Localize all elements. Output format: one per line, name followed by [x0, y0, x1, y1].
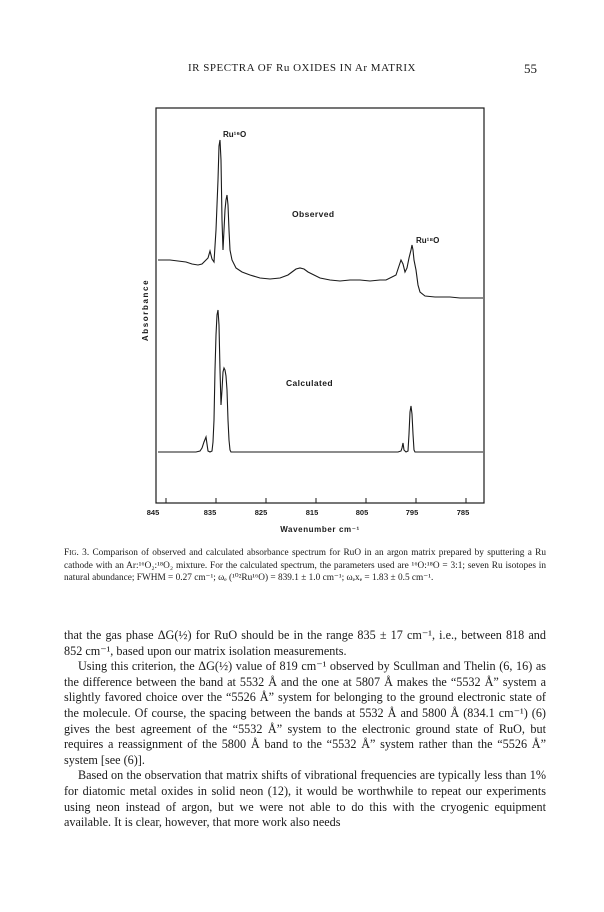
x-tick-label: 785 — [456, 508, 470, 517]
figure — [120, 100, 510, 540]
running-head: IR SPECTRA OF Ru OXIDES IN Ar MATRIX — [188, 62, 416, 74]
observed-spectrum-line — [158, 140, 483, 298]
x-tick-label: 845 — [146, 508, 160, 517]
paragraph: that the gas phase ΔG(½) for RuO should be in the range 835 ± 17 cm⁻¹, i.e., between 818 and 852 cm⁻¹, based upon our matrix isolation measurements. — [64, 628, 546, 658]
paragraph: Using this criterion, the ΔG(½) value of 819 cm⁻¹ observed by Scullman and Thelin (6, 16) as the difference between the band at 5532 Å and the one at 5807 Å makes the “5532 Å” system a slightly favored choice over the “5526 Å” system for belonging to the ground electronic state of the molecule. Of course, the spacing between the bands at 5532 Å and 5800 Å (834.1 cm⁻¹) (6) gives the best agreement of the “5532 Å” system to the electronic ground state of RuO, but requires a reassignment of the 5800 Å band to the “5532 Å” system rather than the “5526 Å” system [see (6)]. — [64, 659, 546, 767]
page-number: 55 — [524, 61, 537, 76]
body-text — [64, 628, 546, 831]
x-tick-label: 795 — [405, 508, 419, 517]
page-header — [0, 62, 604, 82]
x-axis-ticks — [166, 498, 466, 503]
x-tick-label: 835 — [203, 508, 217, 517]
x-axis-label: Wavenumber cm⁻¹ — [280, 525, 360, 534]
x-tick-label: 815 — [305, 508, 319, 517]
plot-frame — [156, 108, 484, 503]
peak-label-ru16o: Ru¹⁶O — [223, 130, 247, 139]
calculated-label: Calculated — [286, 378, 333, 388]
y-axis-label: Absorbance — [141, 278, 150, 342]
observed-label: Observed — [292, 209, 335, 219]
x-tick-label: 805 — [355, 508, 369, 517]
spectrum-figure — [120, 100, 510, 540]
figure-caption — [64, 547, 546, 585]
paragraph: Based on the observation that matrix shifts of vibrational frequencies are typically less than 1% for diatomic metal oxides in solid neon (12), it would be worthwhile to repeat our experiments using neon instead of argon, but we were not able to do this with the cryogenic equipment available. It is clear, however, that more work also needs — [64, 768, 546, 830]
figure-caption-label: Fig. 3. — [64, 548, 90, 558]
x-tick-labels — [147, 508, 470, 517]
x-tick-label: 825 — [254, 508, 268, 517]
peak-label-ru18o: Ru¹⁸O — [416, 236, 440, 245]
figure-caption-text: Comparison of observed and calculated absorbance spectrum for RuO in an argon matrix prepared by sputtering a Ru cathode with an Ar:¹⁶O₂:¹⁸O₂ mixture. For the calculated spectrum, the parameters used are ¹⁶O:¹⁸O = 3:1; seven Ru isotopes in natural abundance; FWHM = 0.27 cm⁻¹; ωₑ (¹⁰²Ru¹⁶O) = 839.1 ± 1.0 cm⁻¹; ωₑxₑ = 1.83 ± 0.5 cm⁻¹. — [64, 548, 546, 584]
